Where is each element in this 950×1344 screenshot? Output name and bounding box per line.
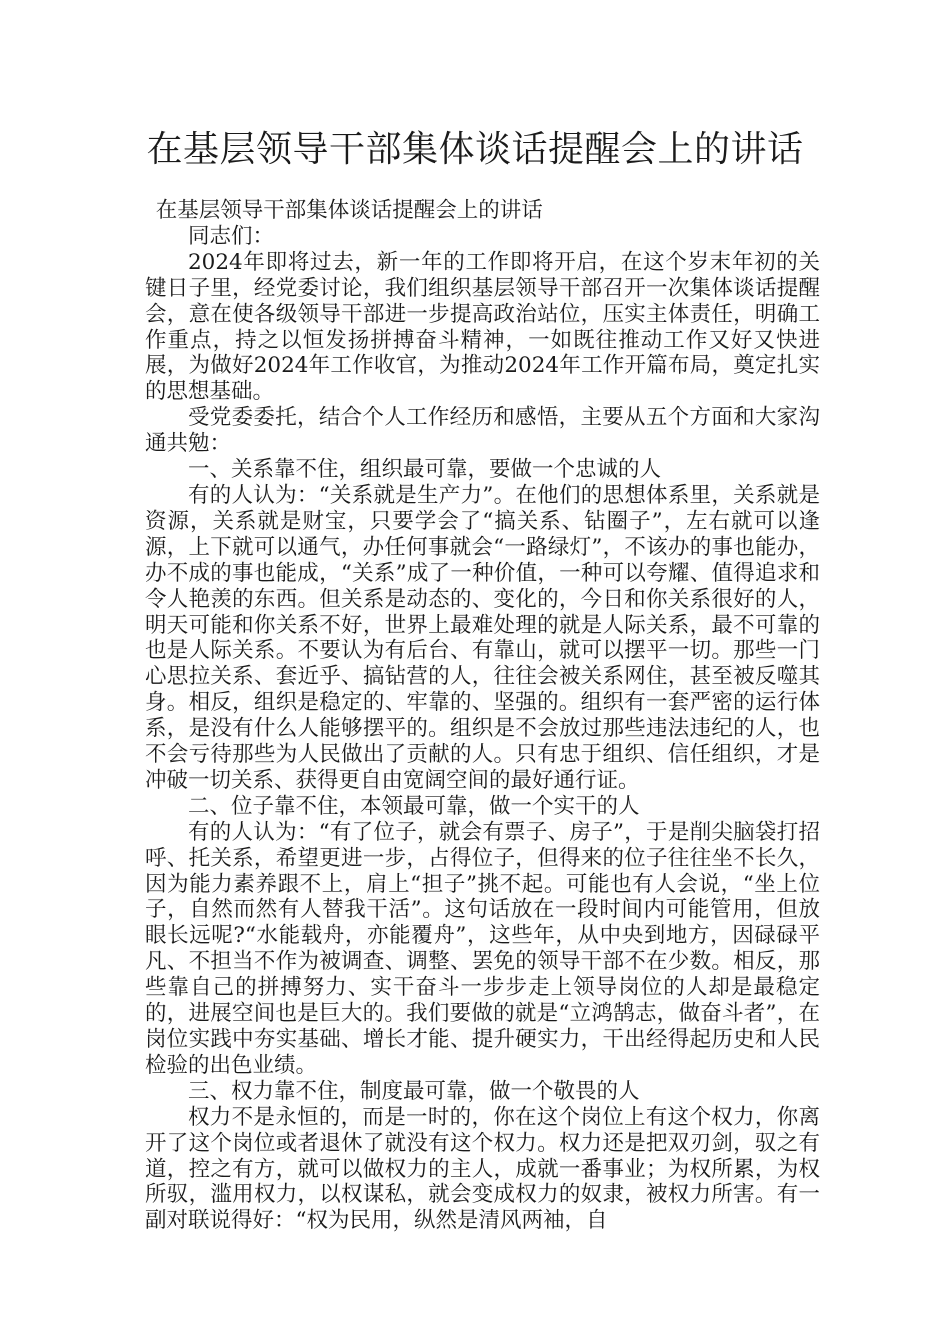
section-heading-3: 三、权力靠不住，制度最可靠，做一个敬畏的人 [188,1078,640,1104]
paragraph-outline: 受党委委托，结合个人工作经历和感悟，主要从五个方面和大家沟通共勉： [145,405,820,457]
document-title: 在基层领导干部集体谈话提醒会上的讲话 [146,129,804,170]
greeting: 同志们： [188,223,275,249]
paragraph-section-1: 有的人认为：“关系就是生产力”。在他们的思想体系里，关系就是资源，关系就是财宝，只要学会了“搞关系、钻圈子”，左右就可以逢源，上下就可以通气，办任何事就会“一路绿灯”，不该办的事也能办，办不成的事也能成，“关系”成了一种价值，一种可以夸耀、值得追求和令人艳羡的东西。但关系是动态的、变化的，今日和你关系很好的人，明天可能和你关系不好，世界上最难处理的就是人际关系，最不可靠的也是人际关系。不要认为有后台、有靠山，就可以摆平一切。那些一门心思拉关系、套近乎、搞钻营的人，往往会被关系网住，甚至被反噬其身。相反，组织是稳定的、牢靠的、坚强的。组织有一套严密的运行体系，是没有什么人能够摆平的。组织是不会放过那些违法违纪的人，也不会亏待那些为人民做出了贡献的人。只有忠于组织、信任组织，才是冲破一切关系、获得更自由宽阔空间的最好通行证。 [145,482,820,793]
document-subtitle: 在基层领导干部集体谈话提醒会上的讲话 [155,198,543,223]
document-body [145,198,820,1234]
paragraph-section-3: 权力不是永恒的，而是一时的，你在这个岗位上有这个权力，你离开了这个岗位或者退休了就没有这个权力。权力还是把双刃剑，驭之有道，控之有方，就可以做权力的主人，成就一番事业；为权所累，为权所驭，滥用权力，以权谋私，就会变成权力的奴隶，被权力所害。有一副对联说得好：“权为民用，纵然是清风两袖，自 [145,1104,820,1234]
section-heading-1: 一、关系靠不住，组织最可靠，要做一个忠诚的人 [188,457,662,483]
paragraph-intro: 2024年即将过去，新一年的工作即将开启，在这个岁末年初的关键日子里，经党委讨论，我们组织基层领导干部召开一次集体谈话提醒会，意在使各级领导干部进一步提高政治站位，压实主体责任，明确工作重点，持之以恒发扬拼搏奋斗精神，一如既往推动工作又好又快进展，为做好2024年工作收官，为推动2024年工作开篇布局，奠定扎实的思想基础。 [145,249,820,405]
paragraph-section-2: 有的人认为：“有了位子，就会有票子、房子”，于是削尖脑袋打招呼、托关系，希望更进一步，占得位子，但得来的位子往往坐不长久，因为能力素养跟不上，肩上“担子”挑不起。可能也有人会说，“坐上位子，自然而然有人替我干活”。这句话放在一段时间内可能管用，但放眼长远呢?“水能载舟，亦能覆舟”，这些年，从中央到地方，因碌碌平凡、不担当不作为被调查、调整、罢免的领导干部不在少数。相反，那些靠自己的拼搏努力、实干奋斗一步步走上领导岗位的人却是最稳定的，进展空间也是巨大的。我们要做的就是“立鸿鹄志，做奋斗者”，在岗位实践中夯实基础、增长才能、提升硬实力，干出经得起历史和人民检验的出色业绩。 [145,819,820,1078]
section-heading-2: 二、位子靠不住，本领最可靠，做一个实干的人 [188,793,640,819]
